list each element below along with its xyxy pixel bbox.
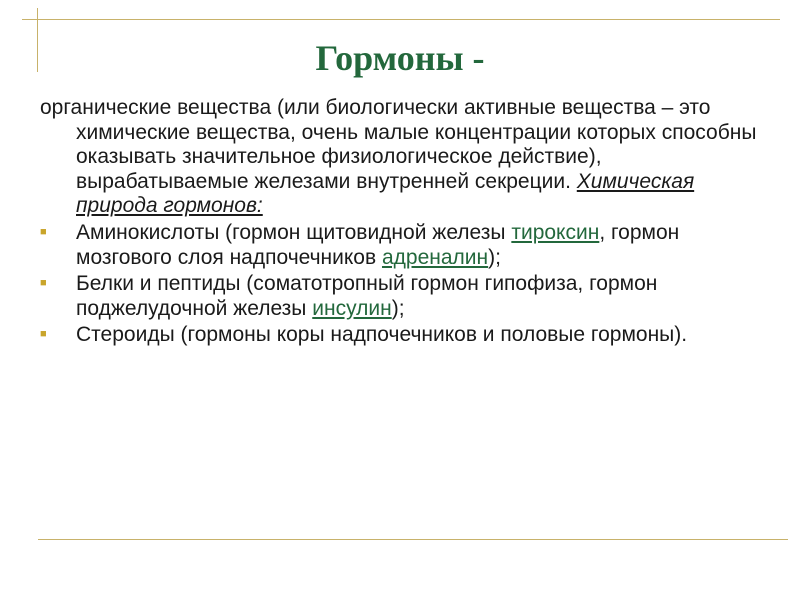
slide-title: Гормоны -: [315, 38, 485, 78]
intro-text: органические вещества (или биологически активные вещества – это химические вещества, очень малые концентрации которых способны оказывать значительное физиологическое действие), вырабатываемые железами внутренней секреции.: [40, 96, 757, 193]
square-bullet-icon: ■: [40, 328, 47, 341]
bullet-text: Аминокислоты (гормон щитовидной железы: [76, 220, 512, 244]
bullet-list: [40, 221, 760, 348]
bullet-text: Стероиды (гормоны коры надпочечников и половые гормоны).: [76, 323, 688, 347]
term-adrenaline-link[interactable]: адреналин: [381, 245, 489, 269]
list-item-steroids: [40, 323, 760, 348]
square-bullet-icon: ■: [40, 277, 47, 290]
list-item-proteins: [40, 272, 760, 321]
term-thyroxine-link[interactable]: тироксин: [511, 220, 600, 244]
frame-top-line: [22, 19, 780, 20]
bullet-text: );: [488, 245, 501, 269]
frame-bottom-line: [38, 539, 788, 540]
list-item-amino-acids: [40, 221, 760, 270]
term-insulin-link[interactable]: инсулин: [312, 296, 392, 320]
bullet-text: );: [391, 296, 405, 320]
intro-paragraph: [40, 96, 760, 219]
square-bullet-icon: ■: [40, 225, 47, 238]
bullet-text: Белки и пептиды (соматотропный гормон гипофиза, гормон поджелудочной железы: [76, 272, 658, 320]
slide-content: [40, 96, 760, 348]
bullet-text: , гормон мозгового слоя надпочечников: [76, 220, 680, 269]
chemical-nature-link[interactable]: Химическая природа гормонов:: [76, 169, 695, 218]
